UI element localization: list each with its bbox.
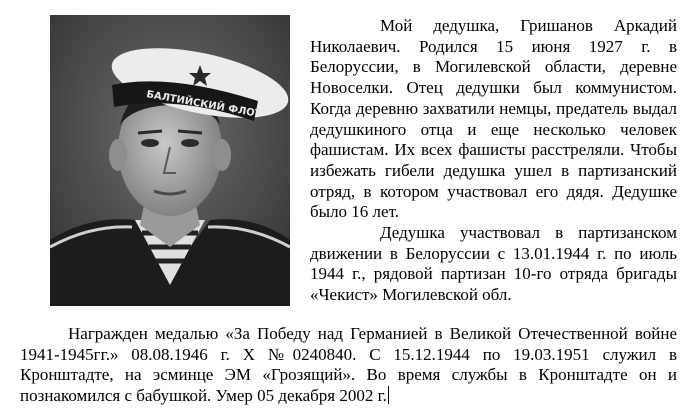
cap-band-lettering: БАЛТИЙСКИЙ ФЛОТ xyxy=(145,89,263,121)
paragraph-awards-and-service xyxy=(20,324,677,407)
paragraph-awards-text: Награжден медалью «За Победу над Германией в Великой Отечественной войне 1941-1945гг.» 08.08.1946 г. Х №0240840. С 15.12.1944 по 19.03.1951 служил в Кронштадте, на эсминце ЭМ «Грозящий». Во время службы в Кронштадте он и познакомился с бабушкой. Умер 05 декабря 2002 г. xyxy=(20,324,677,406)
paragraph-partisan-service: Дедушка участвовал в партизанском движении в Белоруссии с 13.01.1944 г. по июль 1944 г., рядовой партизан 10-го отряда бригады «Чекист» Могилевской обл. xyxy=(310,223,677,305)
text-column-right xyxy=(310,16,677,306)
sailor-portrait-photo xyxy=(50,15,290,306)
text-cursor xyxy=(388,386,389,404)
text-full-width xyxy=(20,324,677,407)
paragraph-birth-and-family: Мой дедушка, Гришанов Аркадий Николаевич. Родился 15 июня 1927 г. в Белоруссии, в Могилевской области, деревне Новоселки. Отец дедушки был коммунистом. Когда деревню захватили немцы, предатель выдал дедушкиного отца и еще несколько человек фашистам. Их всех фашисты расстреляли. Чтобы избежать гибели дедушка ушел в партизанский отряд, в котором участвовал его дядя. Дедушке было 16 лет. xyxy=(310,16,677,222)
